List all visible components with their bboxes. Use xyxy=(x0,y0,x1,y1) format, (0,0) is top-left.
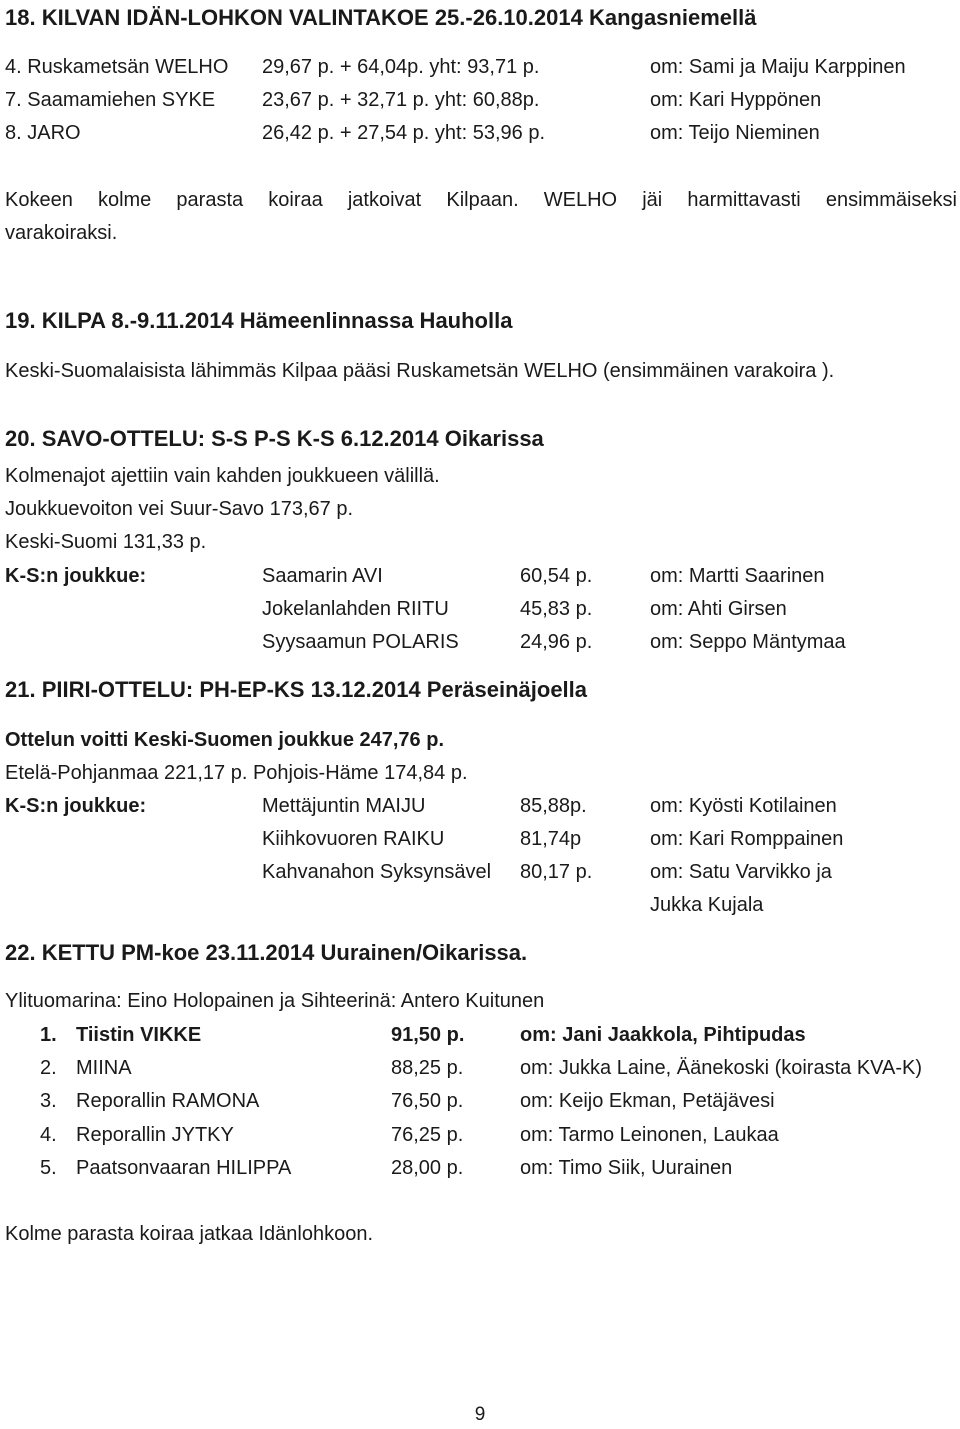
s22-result-1-no: 1. xyxy=(40,1024,57,1046)
s22-result-2-score: 88,25 p. xyxy=(391,1057,464,1079)
s20-team-1-score: 60,54 p. xyxy=(520,565,593,587)
s21-team-label: K-S:n joukkue: xyxy=(5,795,147,817)
s22-result-2-no: 2. xyxy=(40,1057,57,1079)
s21-team-3-owner: om: Satu Varvikko ja xyxy=(650,861,832,883)
s22-judges: Ylituomarina: Eino Holopainen ja Sihteerinä: Antero Kuitunen xyxy=(5,990,545,1012)
s18-row-3-score: 26,42 p. + 27,54 p. yht: 53,96 p. xyxy=(262,122,545,144)
s22-result-5-no: 5. xyxy=(40,1157,57,1179)
s21-team-1-dog: Mettäjuntin MAIJU xyxy=(262,795,426,817)
s21-winner: Ottelun voitti Keski-Suomen joukkue 247,76 p. xyxy=(5,729,444,751)
s20-line-1: Kolmenajot ajettiin vain kahden joukkueen välillä. xyxy=(5,465,440,487)
s20-team-3-owner: om: Seppo Mäntymaa xyxy=(650,631,846,653)
s18-row-2-place: 7. Saamamiehen SYKE xyxy=(5,89,216,111)
section-19-heading: 19. KILPA 8.-9.11.2014 Hämeenlinnassa Hauholla xyxy=(5,308,513,333)
s21-team-3-owner-cont: Jukka Kujala xyxy=(650,894,764,916)
s22-closing: Kolme parasta koiraa jatkaa Idänlohkoon. xyxy=(5,1223,374,1245)
s20-team-2-score: 45,83 p. xyxy=(520,598,593,620)
s20-team-2-owner: om: Ahti Girsen xyxy=(650,598,787,620)
s20-team-label: K-S:n joukkue: xyxy=(5,565,147,587)
s18-row-3-place: 8. JARO xyxy=(5,122,81,144)
section-21-heading: 21. PIIRI-OTTELU: PH-EP-KS 13.12.2014 Peräseinäjoella xyxy=(5,677,588,702)
s18-paragraph-line-1: Kokeen kolme parasta koiraa jatkoivat Kilpaan. WELHO jäi harmittavasti ensimmäiseksi xyxy=(5,189,957,211)
s21-team-2-owner: om: Kari Romppainen xyxy=(650,828,844,850)
s19-text: Keski-Suomalaisista lähimmäs Kilpaa pääsi Ruskametsän WELHO (ensimmäinen varakoira ). xyxy=(5,360,835,382)
section-22-heading: 22. KETTU PM-koe 23.11.2014 Uurainen/Oikarissa. xyxy=(5,940,528,965)
section-20-heading: 20. SAVO-OTTELU: S-S P-S K-S 6.12.2014 Oikarissa xyxy=(5,426,544,451)
s18-row-2-owner: om: Kari Hyppönen xyxy=(650,89,822,111)
s22-result-5-score: 28,00 p. xyxy=(391,1157,464,1179)
s21-team-2-score: 81,74p xyxy=(520,828,582,850)
s22-result-3-no: 3. xyxy=(40,1090,57,1112)
s22-result-1-dog: Tiistin VIKKE xyxy=(76,1024,202,1046)
s21-team-2-dog: Kiihkovuoren RAIKU xyxy=(262,828,445,850)
s22-result-4-owner: om: Tarmo Leinonen, Laukaa xyxy=(520,1124,779,1146)
s20-team-3-dog: Syysaamun POLARIS xyxy=(262,631,459,653)
s18-row-1-score: 29,67 p. + 64,04p. yht: 93,71 p. xyxy=(262,56,540,78)
s20-line-2: Joukkuevoiton vei Suur-Savo 173,67 p. xyxy=(5,498,353,520)
s22-result-5-dog: Paatsonvaaran HILIPPA xyxy=(76,1157,292,1179)
s21-others: Etelä-Pohjanmaa 221,17 p. Pohjois-Häme 174,84 p. xyxy=(5,762,468,784)
s18-row-1-owner: om: Sami ja Maiju Karppinen xyxy=(650,56,906,78)
s22-result-1-score: 91,50 p. xyxy=(391,1024,465,1046)
s20-team-1-owner: om: Martti Saarinen xyxy=(650,565,825,587)
s22-result-5-owner: om: Timo Siik, Uurainen xyxy=(520,1157,733,1179)
s21-team-1-owner: om: Kyösti Kotilainen xyxy=(650,795,837,817)
page-number: 9 xyxy=(474,1404,486,1425)
s21-team-3-score: 80,17 p. xyxy=(520,861,593,883)
s18-row-1-place: 4. Ruskametsän WELHO xyxy=(5,56,229,78)
s20-team-3-score: 24,96 p. xyxy=(520,631,593,653)
s22-result-2-owner: om: Jukka Laine, Äänekoski (koirasta KVA-K) xyxy=(520,1057,923,1079)
s21-team-1-score: 85,88p. xyxy=(520,795,587,817)
s22-result-3-dog: Reporallin RAMONA xyxy=(76,1090,260,1112)
s20-team-1-dog: Saamarin AVI xyxy=(262,565,383,587)
s22-result-4-no: 4. xyxy=(40,1124,57,1146)
s22-result-2-dog: MIINA xyxy=(76,1057,132,1079)
s22-result-4-score: 76,25 p. xyxy=(391,1124,464,1146)
s18-row-3-owner: om: Teijo Nieminen xyxy=(650,122,820,144)
s22-result-3-score: 76,50 p. xyxy=(391,1090,464,1112)
s18-paragraph-line-2: varakoiraksi. xyxy=(5,222,118,244)
s22-result-4-dog: Reporallin JYTKY xyxy=(76,1124,234,1146)
s20-team-2-dog: Jokelanlahden RIITU xyxy=(262,598,449,620)
s22-result-3-owner: om: Keijo Ekman, Petäjävesi xyxy=(520,1090,775,1112)
s21-team-3-dog: Kahvanahon Syksynsävel xyxy=(262,861,492,883)
s18-row-2-score: 23,67 p. + 32,71 p. yht: 60,88p. xyxy=(262,89,540,111)
s20-line-3: Keski-Suomi 131,33 p. xyxy=(5,531,207,553)
section-18-heading: 18. KILVAN IDÄN-LOHKON VALINTAKOE 25.-26.10.2014 Kangasniemellä xyxy=(5,5,757,30)
s22-result-1-owner: om: Jani Jaakkola, Pihtipudas xyxy=(520,1024,806,1046)
